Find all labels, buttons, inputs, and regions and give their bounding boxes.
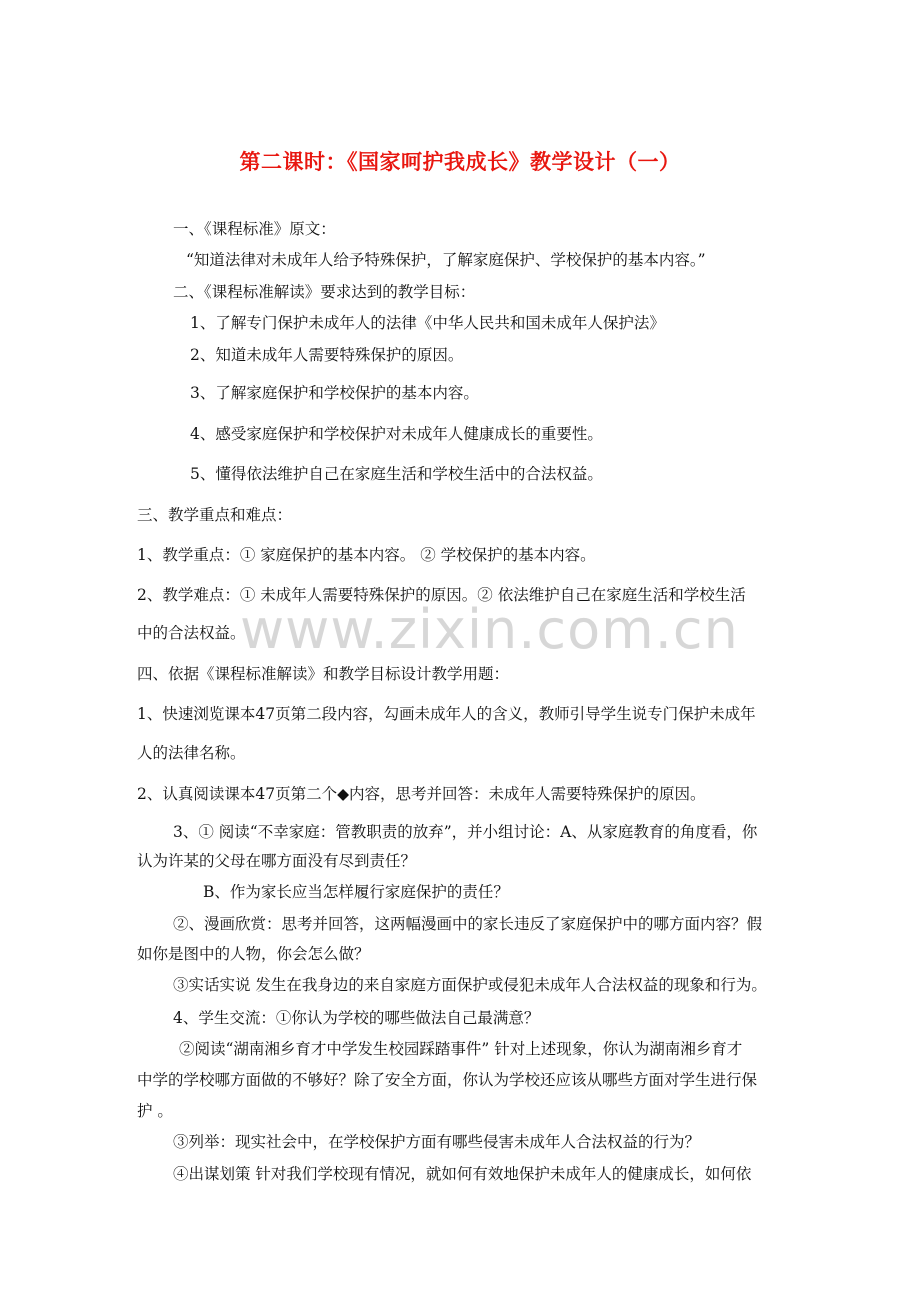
standard-quote: “知道法律对未成年人给予特殊保护，了解家庭保护、学校保护的基本内容。” bbox=[186, 251, 706, 269]
question-4-reading: ②阅读“湖南湘乡育才中学发生校园踩踏事件” 针对上述现象，你认为湖南湘乡育才 bbox=[179, 1040, 743, 1058]
watermark: www.zixin.com.cn bbox=[240, 598, 739, 661]
question-2: 2、认真阅读课本47页第二个◆内容，思考并回答：未成年人需要特殊保护的原因。 bbox=[137, 785, 706, 803]
section-heading-3: 三、教学重点和难点： bbox=[137, 506, 293, 524]
question-4-plan: ④出谋划策 针对我们学校现有情况，就如何有效地保护未成年人的健康成长，如何依 bbox=[173, 1165, 752, 1183]
question-1: 1、快速浏览课本47页第二段内容，勾画未成年人的含义，教师引导学生说专门保护未成年 bbox=[137, 705, 756, 723]
objective-item-2: 2、知道未成年人需要特殊保护的原因。 bbox=[190, 346, 464, 364]
question-3: 3、① 阅读“不幸家庭：管教职责的放弃”，并小组讨论：A、从家庭教育的角度看，你 bbox=[173, 823, 758, 841]
question-4: 4、学生交流：①你认为学校的哪些做法自己最满意？ bbox=[173, 1009, 540, 1027]
question-3-cont: 认为许某的父母在哪方面没有尽到责任？ bbox=[137, 852, 417, 870]
question-3-b: B、作为家长应当怎样履行家庭保护的责任？ bbox=[203, 883, 509, 901]
objective-item-3: 3、了解家庭保护和学校保护的基本内容。 bbox=[190, 384, 479, 402]
question-3-comic: ②、漫画欣赏：思考并回答，这两幅漫画中的家长违反了家庭保护中的哪方面内容？假 bbox=[173, 915, 763, 933]
objective-item-4: 4、感受家庭保护和学校保护对未成年人健康成长的重要性。 bbox=[190, 425, 603, 443]
difficult-point-cont: 中的合法权益。 bbox=[137, 624, 246, 642]
objective-item-1: 1、了解专门保护未成年人的法律《中华人民共和国未成年人保护法》 bbox=[190, 314, 665, 332]
section-heading-2: 二、《课程标准解读》要求达到的教学目标： bbox=[173, 283, 476, 301]
key-point: 1、教学重点：① 家庭保护的基本内容。 ② 学校保护的基本内容。 bbox=[137, 546, 596, 564]
question-3-comic-cont: 如你是图中的人物，你会怎么做？ bbox=[137, 945, 370, 963]
question-1-cont: 人的法律名称。 bbox=[137, 744, 246, 762]
question-4-reading-cont: 中学的学校哪方面做的不够好？除了安全方面，你认为学校还应该从哪些方面对学生进行保 bbox=[137, 1071, 758, 1089]
section-heading-4: 四、依据《课程标准解读》和教学目标设计教学用题： bbox=[137, 665, 510, 683]
question-4-reading-end: 护 。 bbox=[137, 1102, 173, 1120]
question-3-talk: ③实话实说 发生在我身边的来自家庭方面保护或侵犯未成年人合法权益的现象和行为。 bbox=[173, 976, 767, 994]
difficult-point: 2、教学难点：① 未成年人需要特殊保护的原因。② 依法维护自己在家庭生活和学校生活 bbox=[137, 586, 746, 604]
document-title: 第二课时：《国家呵护我成长》教学设计（一） bbox=[239, 149, 681, 174]
section-heading-1: 一、《课程标准》原文： bbox=[173, 220, 336, 238]
objective-item-5: 5、懂得依法维护自己在家庭生活和学校生活中的合法权益。 bbox=[190, 465, 603, 483]
question-4-list: ③列举：现实社会中，在学校保护方面有哪些侵害未成年人合法权益的行为？ bbox=[173, 1133, 701, 1151]
